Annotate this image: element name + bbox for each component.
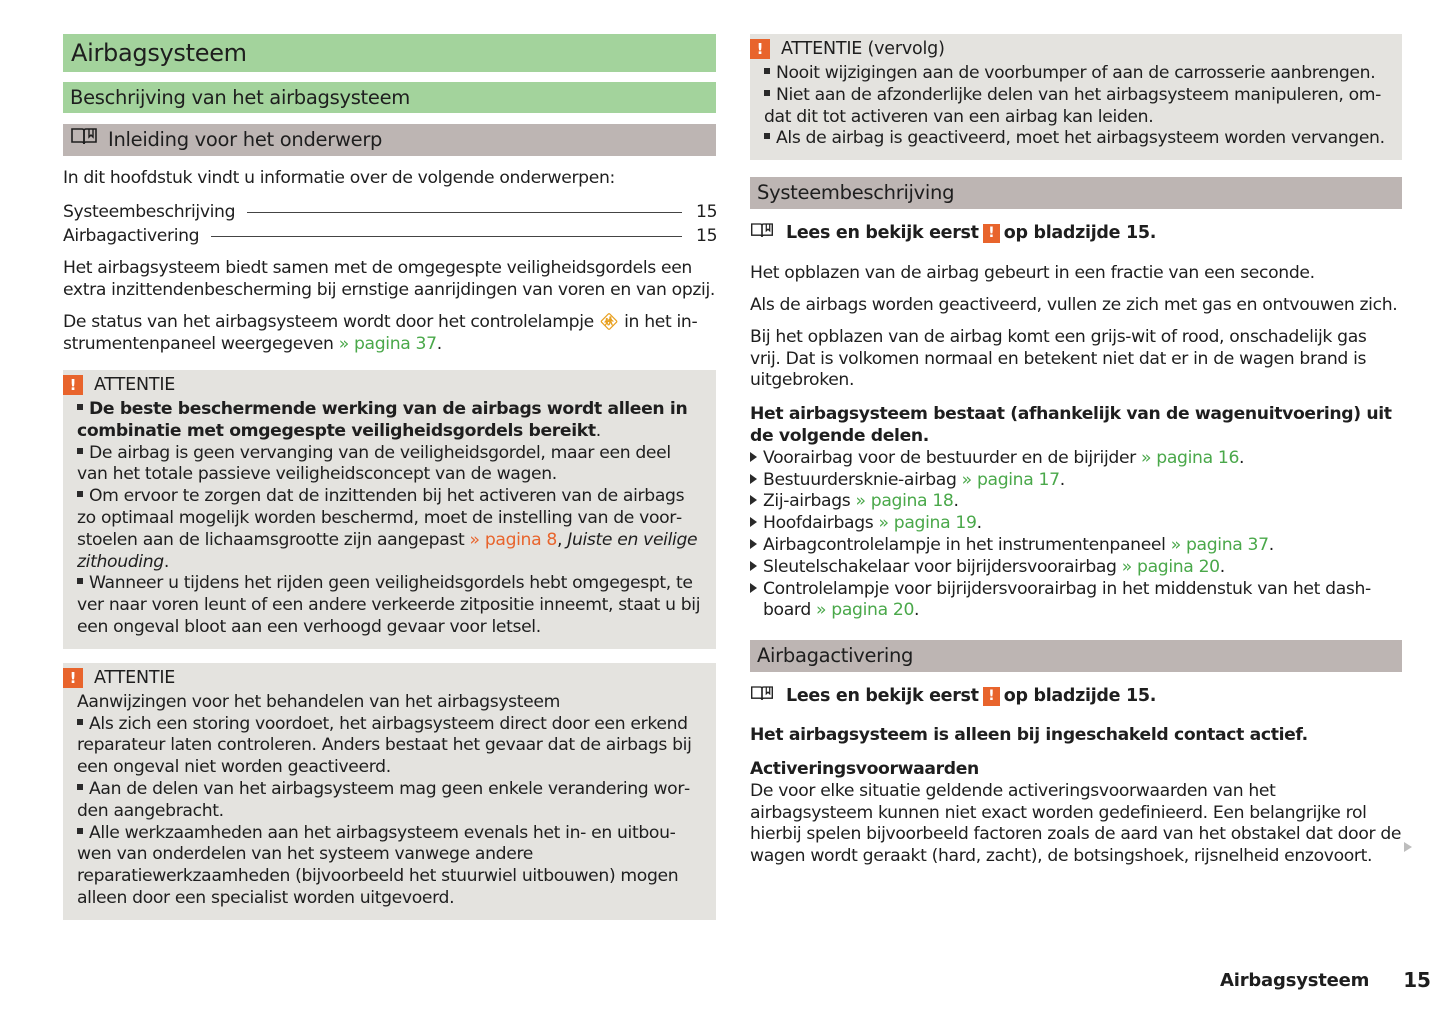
toc-label[interactable]: Systeembeschrijving (63, 201, 236, 222)
bullet-triangle-icon (750, 561, 757, 571)
left-column (63, 34, 716, 920)
bullet-triangle-icon (750, 474, 757, 484)
bullet-square-icon (764, 133, 770, 139)
bullet-triangle-icon (750, 517, 757, 527)
warning-title: ATTENTIE (94, 667, 176, 688)
book-icon (70, 124, 98, 156)
toc-entry-systeembeschrijving[interactable] (63, 200, 716, 224)
next-page-arrow-icon[interactable] (1404, 842, 1412, 852)
bullet-triangle-icon (750, 583, 757, 593)
warning-header (63, 374, 702, 396)
exclamation-icon: ! (63, 668, 83, 688)
warning-item: Nooit wijzigingen aan de voorbumper of aan de carrosserie aanbrengen. (764, 63, 1388, 85)
bullet-square-icon (77, 784, 83, 790)
book-icon (750, 221, 774, 245)
bullet-square-icon (77, 719, 83, 725)
warning-item: Aan de delen van het airbagsysteem mag geen enkele verandering worden aangebracht. (77, 778, 691, 821)
warning-intro: Aanwijzingen voor het behandelen van het airbagsysteem (77, 691, 560, 712)
warning-header (63, 667, 702, 689)
link-pagina-19[interactable]: » pagina 19 (878, 513, 977, 534)
section-header-airbagactivering: Airbagactivering (750, 640, 1402, 672)
airbag-warning-icon: 🚸︎ (599, 312, 619, 332)
link-pagina-20[interactable]: » pagina 20 (816, 600, 915, 621)
list-item: Airbagcontrolelampje in het instrumentenpaneel » pagina 37. (750, 535, 1402, 557)
bold-statement: Het airbagsysteem is alleen bij ingeschakeld contact actief. (750, 725, 1308, 746)
bullet-triangle-icon (750, 495, 757, 505)
paragraph: Het opblazen van de airbag gebeurt in een fractie van een seconde. (750, 263, 1315, 284)
link-pagina-37[interactable]: » pagina 37 (338, 334, 437, 355)
link-pagina-18[interactable]: » pagina 18 (855, 491, 954, 512)
topic-intro-header (63, 124, 716, 156)
read-first-note: Lees en bekijk eerst ! op bladzijde 15. (750, 684, 1402, 708)
link-pagina-16[interactable]: » pagina 16 (1141, 447, 1240, 468)
link-pagina-20[interactable]: » pagina 20 (1121, 556, 1220, 577)
paragraph-protection: Het airbagsysteem biedt samen met de omgegespte veiligheidsgordels een extra inzittendenbescherming bij ernstige aanrijdingen van voren en van opzij. (63, 257, 716, 300)
toc-entry-airbagactivering[interactable] (63, 224, 716, 248)
paragraph-status: De status van het airbagsysteem wordt door het controlelampje 🚸︎ in het instrumentenpaneel weergegeven » pagina 37. (63, 312, 698, 355)
read-first-note: Lees en bekijk eerst ! op bladzijde 15. (750, 221, 1402, 245)
subheading: Activeringsvoorwaarden (750, 758, 979, 779)
warning-item: Niet aan de afzonderlijke delen van het airbagsysteem manipuleren, omdat dit tot activeren van een airbag kan leiden. (764, 84, 1382, 127)
bullet-square-icon (77, 828, 83, 834)
exclamation-icon[interactable]: ! (983, 687, 1000, 706)
page-number: 15 (1403, 968, 1431, 992)
topic-intro-title: Inleiding voor het onderwerp (108, 128, 383, 151)
paragraph: Bij het opblazen van de airbag komt een grijs-wit of rood, onschadelijk gas vrij. Dat is volkomen normaal en betekent niet dat er in de wagen brand is uitgebroken. (750, 326, 1367, 391)
section-header-systeembeschrijving: Systeembeschrijving (750, 177, 1402, 209)
exclamation-icon[interactable]: ! (983, 224, 1000, 243)
list-item: Sleutelschakelaar voor bijrijdersvoorairbag » pagina 20. (750, 557, 1402, 579)
bullet-square-icon (764, 90, 770, 96)
list-title: Het airbagsysteem bestaat (afhankelijk van de wagenuitvoering) uit de volgende delen. (750, 404, 1392, 446)
warning-item: De airbag is geen vervanging van de veiligheidsgordel, maar een deel van het totale passieve veiligheidsconcept van de wagen. (77, 442, 671, 485)
airbag-parts-list (750, 448, 1402, 622)
warning-item: Alle werkzaamheden aan het airbagsysteem evenals het in- en uitbouwen van onderdelen van het systeem vanwege andere reparatiewerkzaamheden (bijvoorbeeld het stuurwiel uitbouwen) mogen alleen door een specialist worden uitgevoerd. (77, 822, 679, 908)
warning-item: Als de airbag is geactiveerd, moet het airbagsysteem worden vervangen. (764, 128, 1388, 150)
link-pagina-17[interactable]: » pagina 17 (961, 469, 1060, 490)
warning-header (750, 38, 1388, 60)
bullet-square-icon (77, 491, 83, 497)
right-column (750, 34, 1402, 868)
list-item: Voorairbag voor de bestuurder en de bijrijder » pagina 16. (750, 448, 1402, 470)
toc-page[interactable]: 15 (696, 201, 718, 222)
link-pagina-8[interactable]: » pagina 8 (469, 529, 557, 550)
book-icon (750, 684, 774, 708)
list-item: Zij-airbags » pagina 18. (750, 491, 1402, 513)
list-item: Hoofdairbags » pagina 19. (750, 513, 1402, 535)
warning-title: ATTENTIE (vervolg) (781, 39, 945, 59)
list-item: Controlelampje voor bijrijdersvoorairbag in het middenstuk van het dashboard » pagina 20. (750, 579, 1402, 623)
toc-page[interactable]: 15 (696, 225, 718, 246)
toc-leader-line (247, 212, 682, 213)
warning-item: Als zich een storing voordoet, het airbagsysteem direct door een erkend reparateur laten controleren. Anders bestaat het gevaar dat de airbags bij een ongeval niet worden geactiveerd. (77, 713, 692, 778)
bullet-triangle-icon (750, 539, 757, 549)
chapter-title: Airbagsysteem (63, 34, 716, 72)
warning-box-2 (63, 663, 716, 920)
paragraph: De voor elke situatie geldende activeringsvoorwaarden van het airbagsysteem kunnen niet exact worden gedefinieerd. Een belangrijke rol hierbij spelen bijvoorbeeld factoren zoals de aard van het obstakel dat door de wagen wordt geraakt (hard, zacht), de botsingshoek, rijsnelheid enzovoort. (750, 780, 1402, 867)
bullet-square-icon (77, 448, 83, 454)
intro-text: In dit hoofdstuk vindt u informatie over de volgende onderwerpen: (63, 168, 615, 188)
exclamation-icon: ! (750, 39, 770, 59)
bullet-triangle-icon (750, 452, 757, 462)
warning-box-continued (750, 34, 1402, 160)
warning-item: Wanneer u tijdens het rijden geen veiligheidsgordels hebt omgegespt, te ver naar voren leunt of een andere verkeerde zitpositie inneemt, staat u bij een ongeval bloot aan een verhoogd gevaar voor letsel. (77, 573, 701, 637)
bullet-square-icon (77, 578, 83, 584)
list-item: Bestuurdersknie-airbag » pagina 17. (750, 470, 1402, 492)
toc-label[interactable]: Airbagactivering (63, 225, 200, 246)
footer-chapter: Airbagsysteem (1220, 969, 1370, 991)
section-title: Beschrijving van het airbagsysteem (63, 82, 716, 113)
exclamation-icon: ! (63, 375, 83, 395)
bullet-square-icon (77, 404, 83, 410)
paragraph: Als de airbags worden geactiveerd, vullen ze zich met gas en ontvouwen zich. (750, 294, 1398, 315)
page-footer (1220, 968, 1431, 992)
bullet-square-icon (764, 68, 770, 74)
warning-item: De beste beschermende werking van de airbags wordt alleen in combinatie met omgegespte veiligheidsgordels bereikt. (77, 398, 688, 441)
link-pagina-37[interactable]: » pagina 37 (1170, 534, 1269, 555)
table-of-contents (63, 200, 716, 248)
warning-box-1 (63, 370, 716, 649)
toc-leader-line (211, 236, 682, 237)
warning-title: ATTENTIE (94, 374, 176, 395)
warning-item: Om ervoor te zorgen dat de inzittenden bij het activeren van de airbags zo optimaal mogelijk worden beschermd, moet de instelling van de voorstoelen aan de lichaamsgrootte zijn aangepast » pagina 8, Juiste en veilige zithouding. (77, 486, 698, 572)
